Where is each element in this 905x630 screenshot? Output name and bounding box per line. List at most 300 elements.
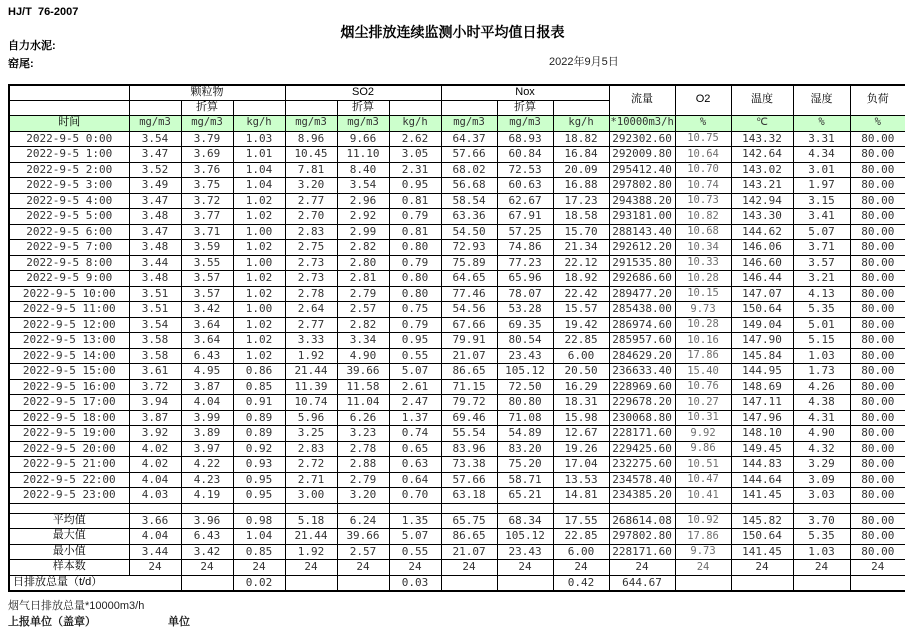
summary-label-cell: 最大值	[9, 529, 129, 545]
value-cell: 3.61	[129, 364, 181, 380]
summary-rows	[9, 503, 905, 591]
value-cell: 9.66	[337, 131, 389, 147]
value-cell: 2.77	[285, 193, 337, 209]
value-cell: 10.75	[675, 131, 731, 147]
spacer-cell	[497, 503, 553, 513]
unit-cell: ℃	[731, 115, 793, 131]
value-cell: 6.26	[337, 410, 389, 426]
value-cell: 4.23	[181, 472, 233, 488]
value-cell: 3.48	[129, 209, 181, 225]
value-cell: 23.43	[497, 348, 553, 364]
value-cell: 3.57	[181, 271, 233, 287]
value-cell: 0.63	[389, 457, 441, 473]
summary-value-cell: 24	[731, 560, 793, 576]
unit-cell: %	[793, 115, 850, 131]
table-row	[9, 224, 905, 240]
value-cell: 10.33	[675, 255, 731, 271]
value-cell: 10.70	[675, 162, 731, 178]
value-cell: 1.02	[233, 348, 285, 364]
value-cell: 78.07	[497, 286, 553, 302]
value-cell: 0.70	[389, 488, 441, 504]
unit-cell: %	[850, 115, 905, 131]
spacer-cell	[285, 503, 337, 513]
summary-value-cell: 24	[675, 560, 731, 576]
value-cell: 80.54	[497, 333, 553, 349]
summary-value-cell: 24	[337, 560, 389, 576]
flow-total-note: 烟气日排放总量*10000m3/h	[8, 600, 145, 612]
group-header-pm: 颗粒物	[129, 85, 285, 100]
summary-value-cell: 3.70	[793, 513, 850, 529]
value-cell: 0.85	[233, 379, 285, 395]
value-cell: 80.00	[850, 472, 905, 488]
value-cell: 71.08	[497, 410, 553, 426]
value-cell: 292612.20	[609, 240, 675, 256]
value-cell: 292009.80	[609, 147, 675, 163]
daily-total-value-cell	[337, 575, 389, 591]
value-cell: 234578.40	[609, 472, 675, 488]
value-cell: 0.91	[233, 395, 285, 411]
value-cell: 1.02	[233, 333, 285, 349]
table-row	[9, 410, 905, 426]
summary-value-cell: 17.86	[675, 529, 731, 545]
unit-cell: mg/m3	[129, 115, 181, 131]
value-cell: 10.41	[675, 488, 731, 504]
value-cell: 0.93	[233, 457, 285, 473]
value-cell: 3.31	[793, 131, 850, 147]
value-cell: 0.86	[233, 364, 285, 380]
value-cell: 2.70	[285, 209, 337, 225]
value-cell: 3.57	[793, 255, 850, 271]
value-cell: 80.00	[850, 348, 905, 364]
value-cell: 3.23	[337, 426, 389, 442]
value-cell: 2.79	[337, 472, 389, 488]
value-cell: 80.00	[850, 193, 905, 209]
value-cell: 0.55	[389, 348, 441, 364]
value-cell: 15.40	[675, 364, 731, 380]
value-cell: 0.81	[389, 193, 441, 209]
unit-cell: mg/m3	[441, 115, 497, 131]
value-cell: 4.03	[129, 488, 181, 504]
summary-value-cell: 0.55	[389, 544, 441, 560]
summary-value-cell: 21.44	[285, 529, 337, 545]
value-cell: 72.53	[497, 162, 553, 178]
value-cell: 80.00	[850, 147, 905, 163]
time-cell: 2022-9-5 10:00	[9, 286, 129, 302]
table-row	[9, 488, 905, 504]
table-row	[9, 457, 905, 473]
converted-header-so2: 折算	[337, 100, 389, 115]
value-cell: 150.64	[731, 302, 793, 318]
value-cell: 72.93	[441, 240, 497, 256]
value-cell: 3.55	[181, 255, 233, 271]
value-cell: 83.20	[497, 441, 553, 457]
table-row	[9, 472, 905, 488]
summary-row	[9, 529, 905, 545]
value-cell: 58.54	[441, 193, 497, 209]
company-label: 自力水泥:	[8, 40, 56, 52]
value-cell: 9.73	[675, 302, 731, 318]
table-row	[9, 364, 905, 380]
summary-value-cell: 24	[793, 560, 850, 576]
value-cell: 0.95	[233, 472, 285, 488]
value-cell: 69.35	[497, 317, 553, 333]
summary-value-cell: 68.34	[497, 513, 553, 529]
value-cell: 0.95	[233, 488, 285, 504]
value-cell: 63.18	[441, 488, 497, 504]
value-cell: 2.61	[389, 379, 441, 395]
value-cell: 1.02	[233, 193, 285, 209]
summary-value-cell: 65.75	[441, 513, 497, 529]
spacer-cell	[129, 503, 181, 513]
value-cell: 53.28	[497, 302, 553, 318]
value-cell: 86.65	[441, 364, 497, 380]
value-cell: 4.90	[793, 426, 850, 442]
summary-label-cell: 平均值	[9, 513, 129, 529]
daily-total-label-cell: 日排放总量（t/d）	[9, 575, 181, 591]
value-cell: 20.09	[553, 162, 609, 178]
value-cell: 288143.40	[609, 224, 675, 240]
time-cell: 2022-9-5 11:00	[9, 302, 129, 318]
value-cell: 142.94	[731, 193, 793, 209]
summary-value-cell: 39.66	[337, 529, 389, 545]
value-cell: 18.82	[553, 131, 609, 147]
value-cell: 3.54	[337, 178, 389, 194]
time-cell: 2022-9-5 19:00	[9, 426, 129, 442]
value-cell: 13.53	[553, 472, 609, 488]
value-cell: 0.92	[233, 441, 285, 457]
value-cell: 18.58	[553, 209, 609, 225]
value-cell: 4.26	[793, 379, 850, 395]
value-cell: 19.26	[553, 441, 609, 457]
value-cell: 80.00	[850, 441, 905, 457]
value-cell: 3.89	[181, 426, 233, 442]
value-cell: 80.00	[850, 286, 905, 302]
value-cell: 2.62	[389, 131, 441, 147]
value-cell: 15.98	[553, 410, 609, 426]
daily-total-row	[9, 575, 905, 591]
value-cell: 0.95	[389, 333, 441, 349]
value-cell: 1.02	[233, 240, 285, 256]
value-cell: 14.81	[553, 488, 609, 504]
unit-cell: mg/m3	[497, 115, 553, 131]
value-cell: 0.64	[389, 472, 441, 488]
summary-value-cell: 21.07	[441, 544, 497, 560]
value-cell: 1.04	[233, 178, 285, 194]
value-cell: 3.71	[181, 224, 233, 240]
value-cell: 3.79	[181, 131, 233, 147]
value-cell: 80.00	[850, 302, 905, 318]
value-cell: 3.29	[793, 457, 850, 473]
summary-value-cell: 22.85	[553, 529, 609, 545]
spacer-cell	[793, 503, 850, 513]
value-cell: 80.00	[850, 224, 905, 240]
value-cell: 147.96	[731, 410, 793, 426]
value-cell: 3.64	[181, 317, 233, 333]
value-cell: 148.10	[731, 426, 793, 442]
unit-cell: mg/m3	[337, 115, 389, 131]
value-cell: 10.64	[675, 147, 731, 163]
header-row-units	[9, 115, 905, 131]
value-cell: 0.79	[389, 317, 441, 333]
time-column-header: 时间	[9, 115, 129, 131]
value-cell: 80.80	[497, 395, 553, 411]
value-cell: 80.00	[850, 271, 905, 287]
value-cell: 65.96	[497, 271, 553, 287]
value-cell: 4.04	[181, 395, 233, 411]
table-row	[9, 317, 905, 333]
value-cell: 80.00	[850, 488, 905, 504]
value-cell: 3.64	[181, 333, 233, 349]
value-cell: 236633.40	[609, 364, 675, 380]
value-cell: 3.76	[181, 162, 233, 178]
summary-value-cell: 80.00	[850, 513, 905, 529]
value-cell: 10.74	[675, 178, 731, 194]
group-header-so2: SO2	[285, 85, 441, 100]
spacer-cell	[181, 503, 233, 513]
summary-value-cell: 145.82	[731, 513, 793, 529]
unit-cell: kg/h	[233, 115, 285, 131]
time-cell: 2022-9-5 1:00	[9, 147, 129, 163]
value-cell: 80.00	[850, 240, 905, 256]
value-cell: 67.66	[441, 317, 497, 333]
value-cell: 58.71	[497, 472, 553, 488]
value-cell: 22.42	[553, 286, 609, 302]
unit-cell: mg/m3	[285, 115, 337, 131]
value-cell: 80.00	[850, 333, 905, 349]
value-cell: 6.43	[181, 348, 233, 364]
value-cell: 3.72	[181, 193, 233, 209]
value-cell: 3.41	[793, 209, 850, 225]
value-cell: 4.13	[793, 286, 850, 302]
time-cell: 2022-9-5 6:00	[9, 224, 129, 240]
value-cell: 2.78	[285, 286, 337, 302]
summary-label-cell: 最小值	[9, 544, 129, 560]
value-cell: 3.47	[129, 193, 181, 209]
value-cell: 3.01	[793, 162, 850, 178]
value-cell: 73.38	[441, 457, 497, 473]
value-cell: 3.21	[793, 271, 850, 287]
value-cell: 15.70	[553, 224, 609, 240]
value-cell: 1.73	[793, 364, 850, 380]
time-cell: 2022-9-5 23:00	[9, 488, 129, 504]
value-cell: 80.00	[850, 410, 905, 426]
group-header-nox: Nox	[441, 85, 609, 100]
value-cell: 229425.60	[609, 441, 675, 457]
daily-total-value-cell: 644.67	[609, 575, 675, 591]
value-cell: 3.87	[129, 410, 181, 426]
value-cell: 60.84	[497, 147, 553, 163]
summary-value-cell: 24	[181, 560, 233, 576]
time-cell: 2022-9-5 2:00	[9, 162, 129, 178]
table-row	[9, 255, 905, 271]
value-cell: 75.20	[497, 457, 553, 473]
value-cell: 11.04	[337, 395, 389, 411]
summary-value-cell: 23.43	[497, 544, 553, 560]
unit-label: 单位	[168, 616, 190, 628]
kiln-label: 窑尾:	[8, 58, 34, 70]
value-cell: 3.20	[285, 178, 337, 194]
value-cell: 10.47	[675, 472, 731, 488]
value-cell: 21.07	[441, 348, 497, 364]
table-row	[9, 131, 905, 147]
value-cell: 147.90	[731, 333, 793, 349]
value-cell: 234385.20	[609, 488, 675, 504]
value-cell: 12.67	[553, 426, 609, 442]
summary-value-cell: 150.64	[731, 529, 793, 545]
value-cell: 292302.60	[609, 131, 675, 147]
value-cell: 3.47	[129, 147, 181, 163]
value-cell: 144.83	[731, 457, 793, 473]
summary-value-cell: 4.04	[129, 529, 181, 545]
column-header-flow: 流量	[609, 85, 675, 115]
time-cell: 2022-9-5 5:00	[9, 209, 129, 225]
value-cell: 4.02	[129, 441, 181, 457]
value-cell: 0.95	[389, 178, 441, 194]
value-cell: 57.25	[497, 224, 553, 240]
value-cell: 65.21	[497, 488, 553, 504]
value-cell: 3.72	[129, 379, 181, 395]
value-cell: 10.82	[675, 209, 731, 225]
value-cell: 0.65	[389, 441, 441, 457]
value-cell: 297802.80	[609, 178, 675, 194]
value-cell: 80.00	[850, 317, 905, 333]
daily-total-value-cell	[285, 575, 337, 591]
value-cell: 7.81	[285, 162, 337, 178]
time-cell: 2022-9-5 8:00	[9, 255, 129, 271]
summary-value-cell: 0.98	[233, 513, 285, 529]
value-cell: 80.00	[850, 457, 905, 473]
value-cell: 1.03	[233, 131, 285, 147]
value-cell: 18.92	[553, 271, 609, 287]
value-cell: 0.75	[389, 302, 441, 318]
value-cell: 22.85	[553, 333, 609, 349]
spacer-cell	[9, 503, 129, 513]
value-cell: 0.80	[389, 271, 441, 287]
summary-value-cell: 9.73	[675, 544, 731, 560]
value-cell: 67.91	[497, 209, 553, 225]
value-cell: 8.40	[337, 162, 389, 178]
value-cell: 10.28	[675, 271, 731, 287]
value-cell: 2.99	[337, 224, 389, 240]
value-cell: 228969.60	[609, 379, 675, 395]
summary-value-cell: 17.55	[553, 513, 609, 529]
summary-row	[9, 513, 905, 529]
spacer-cell	[675, 503, 731, 513]
value-cell: 22.12	[553, 255, 609, 271]
value-cell: 3.42	[181, 302, 233, 318]
time-cell: 2022-9-5 4:00	[9, 193, 129, 209]
daily-total-value-cell: 0.03	[389, 575, 441, 591]
value-cell: 1.02	[233, 286, 285, 302]
value-cell: 4.38	[793, 395, 850, 411]
report-date: 2022年9月5日	[549, 56, 619, 68]
value-cell: 230068.80	[609, 410, 675, 426]
value-cell: 2.83	[285, 441, 337, 457]
value-cell: 3.48	[129, 240, 181, 256]
value-cell: 17.04	[553, 457, 609, 473]
value-cell: 69.46	[441, 410, 497, 426]
value-cell: 74.86	[497, 240, 553, 256]
value-cell: 4.31	[793, 410, 850, 426]
daily-total-value-cell: 0.02	[233, 575, 285, 591]
value-cell: 284629.20	[609, 348, 675, 364]
value-cell: 3.25	[285, 426, 337, 442]
value-cell: 11.58	[337, 379, 389, 395]
value-cell: 2.71	[285, 472, 337, 488]
time-cell: 2022-9-5 14:00	[9, 348, 129, 364]
column-header-load: 负荷	[850, 85, 905, 115]
summary-value-cell: 268614.08	[609, 513, 675, 529]
value-cell: 5.01	[793, 317, 850, 333]
value-cell: 286974.60	[609, 317, 675, 333]
table-row	[9, 162, 905, 178]
value-cell: 3.20	[337, 488, 389, 504]
value-cell: 10.73	[675, 193, 731, 209]
value-cell: 149.45	[731, 441, 793, 457]
value-cell: 144.95	[731, 364, 793, 380]
summary-value-cell: 24	[553, 560, 609, 576]
summary-value-cell: 24	[129, 560, 181, 576]
table-row	[9, 333, 905, 349]
value-cell: 2.73	[285, 271, 337, 287]
value-cell: 229678.20	[609, 395, 675, 411]
value-cell: 10.68	[675, 224, 731, 240]
value-cell: 228171.60	[609, 426, 675, 442]
value-cell: 17.86	[675, 348, 731, 364]
value-cell: 105.12	[497, 364, 553, 380]
value-cell: 21.44	[285, 364, 337, 380]
value-cell: 64.37	[441, 131, 497, 147]
daily-total-value-cell	[675, 575, 731, 591]
value-cell: 16.88	[553, 178, 609, 194]
value-cell: 9.86	[675, 441, 731, 457]
value-cell: 0.80	[389, 240, 441, 256]
value-cell: 79.91	[441, 333, 497, 349]
value-cell: 149.04	[731, 317, 793, 333]
summary-value-cell: 6.00	[553, 544, 609, 560]
value-cell: 2.96	[337, 193, 389, 209]
value-cell: 19.42	[553, 317, 609, 333]
value-cell: 5.35	[793, 302, 850, 318]
time-cell: 2022-9-5 15:00	[9, 364, 129, 380]
value-cell: 8.96	[285, 131, 337, 147]
summary-value-cell: 5.07	[389, 529, 441, 545]
value-cell: 142.64	[731, 147, 793, 163]
value-cell: 10.51	[675, 457, 731, 473]
value-cell: 3.15	[793, 193, 850, 209]
daily-total-value-cell	[793, 575, 850, 591]
time-cell: 2022-9-5 13:00	[9, 333, 129, 349]
page-title: 烟尘排放连续监测小时平均值日报表	[340, 24, 565, 40]
value-cell: 55.54	[441, 426, 497, 442]
daily-total-value-cell: 0.42	[553, 575, 609, 591]
value-cell: 1.92	[285, 348, 337, 364]
value-cell: 291535.80	[609, 255, 675, 271]
daily-total-value-cell	[850, 575, 905, 591]
value-cell: 145.84	[731, 348, 793, 364]
value-cell: 3.58	[129, 348, 181, 364]
summary-value-cell: 24	[233, 560, 285, 576]
value-cell: 1.00	[233, 224, 285, 240]
value-cell: 3.52	[129, 162, 181, 178]
value-cell: 83.96	[441, 441, 497, 457]
value-cell: 3.47	[129, 224, 181, 240]
table-row	[9, 441, 905, 457]
value-cell: 5.96	[285, 410, 337, 426]
summary-value-cell: 24	[609, 560, 675, 576]
value-cell: 20.50	[553, 364, 609, 380]
value-cell: 0.81	[389, 224, 441, 240]
